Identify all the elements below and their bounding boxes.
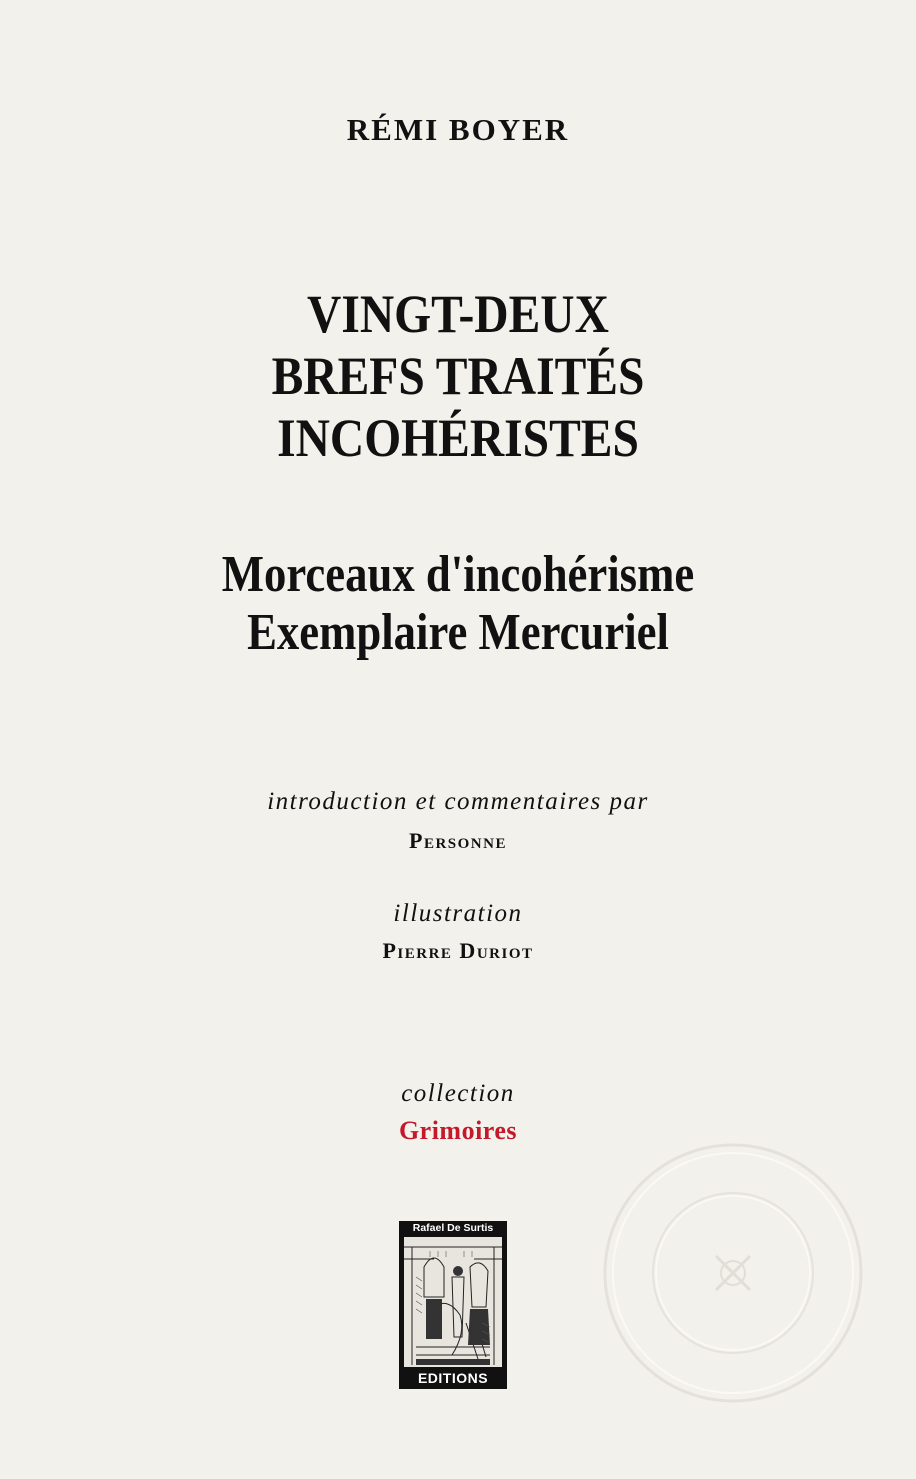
author-name: RÉMI BOYER [346, 112, 570, 147]
collection-label: collection [401, 1080, 515, 1107]
title-line: BREFS TRAITÉS [271, 346, 645, 406]
publisher-editions-label: EDITIONS [417, 1370, 489, 1386]
publisher-name: Rafael De Surtis [412, 1222, 494, 1234]
collection-name: Grimoires [398, 1116, 518, 1145]
book-subtitle [64, 546, 852, 662]
subtitle-line: Exemplaire Mercuriel [247, 604, 669, 661]
woodcut-engraving-icon [404, 1237, 502, 1367]
publisher-logo [399, 1221, 507, 1389]
introduction-author: Personne [409, 828, 507, 853]
title-line: INCOHÉRISTES [277, 408, 639, 468]
book-title [55, 283, 861, 469]
title-line: VINGT-DEUX [307, 284, 609, 344]
illustration-label: illustration [393, 900, 523, 927]
embossed-seal-icon [598, 1138, 868, 1408]
illustrator-name: Pierre Duriot [382, 938, 534, 963]
subtitle-line: Morceaux d'incohérisme [221, 546, 695, 603]
introduction-label: introduction et commentaires par [267, 788, 649, 815]
